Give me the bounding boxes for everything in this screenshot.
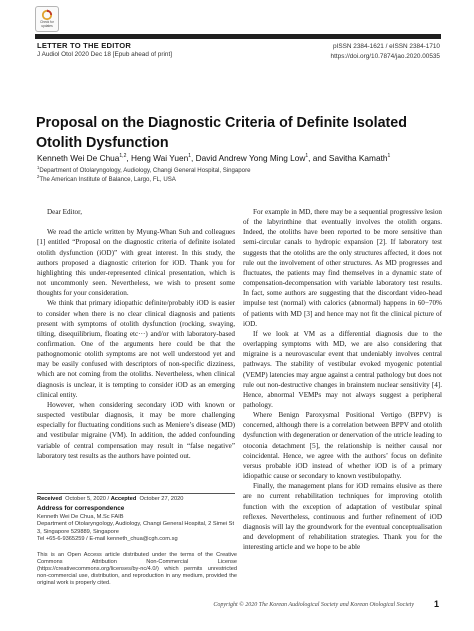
received-label: Received (37, 496, 62, 502)
check-for-updates-badge[interactable] (35, 6, 59, 32)
title-line-2: Otolith Dysfunction (36, 134, 169, 151)
affiliation-text: Department of Otolaryngology, Audiology, Changi General Hospital, Singapore (39, 167, 251, 174)
author-list (37, 153, 447, 163)
accepted-date: October 27, 2020 (139, 496, 184, 502)
article-dates: Received October 5, 2020 / Accepted October 27, 2020 (37, 496, 184, 502)
footnote-divider (37, 493, 235, 494)
issn: pISSN 2384-1621 / eISSN 2384-1710 (333, 43, 440, 50)
badge-label: Check for updates (40, 20, 54, 28)
affiliation-sup: 2 (37, 173, 40, 179)
journal-citation: J Audiol Otol 2020 Dec 18 [Epub ahead of print] (37, 51, 173, 58)
doi-link[interactable]: https://doi.org/10.7874/jao.2020.00535 (330, 53, 440, 60)
salutation: Dear Editor, (47, 208, 83, 216)
affiliation-text: The American Institute of Balance, Largo, FL, USA (39, 176, 176, 183)
author-affil-sup: 1,2 (119, 153, 127, 160)
body-paragraph: If we look at VM as a differential diagnosis due to the overlapping symptoms with MD, we are also considering that migraine is a neurovascular event that undeniably involves central pathways. The stability of vestibular evoked myogenic potential (VEMP) latencies may argue against a central pathology but does not rule out non-destructive changes in brainstem nuclear sensitivity [4]. Hence, abnormal VEMPs may not always suggest a peripheral pathology. (243, 329, 442, 409)
author-name: David Andrew Yong Ming Low (195, 153, 306, 163)
received-date: October 5, 2020 (65, 496, 106, 502)
author-sep: , (126, 153, 131, 163)
author-affil-sup: 1 (188, 153, 191, 160)
body-paragraph: We think that primary idiopathic definite/probably iOD is easier to consider when there is no clear clinical diagnosis and patients present with symptoms of otolith dysfunction (rocking, swaying, tilting, disequilibrium, floating etc···) and/or with laboratory-based confirmation. One of the arguments here could be that the pathognomonic otolith symptoms are not well understood yet and may be easily confused with descriptors of non-specific dizziness, which are not coming from the otoliths. Nevertheless, when clinical diagnosis is unclear, it is tempting to consider iOD as an emerging clinical entity. (37, 299, 235, 399)
left-column (37, 207, 235, 461)
body-paragraph: However, when considering secondary iOD with known or suspected vestibular diagnosis, it may be more challenging especially for fluctuating conditions such as Meniere’s disease (MD) and vestibular migraine (VM). In addition, the added confounding variable of central compensation may result in “false negative” laboratory test results as the authors have pointed out. (37, 400, 235, 460)
corr-name: Kenneth Wei De Chua, M.Sc FAIB (37, 514, 124, 520)
author-name: Heng Wai Yuen (130, 153, 189, 163)
header-rule (35, 34, 441, 39)
right-column (243, 207, 442, 552)
body-paragraph: Finally, the management plans for iOD remains elusive as there are no current rehabilitation techniques for improving otolith function with the exception of adaptation of vestibular spinal reflexes. Nevertheless, continuous and further refinement of iOD diagnosis will lay the groundwork for the eventual conceptualisation and development of rehabilitation strategies. Thank you for the interesting article and we hope to be able (243, 482, 442, 552)
corr-contact: Tel +65-6-9365259 / E-mail kenneth_chua@cgh.com.sg (37, 535, 178, 542)
copyright-notice: Copyright © 2020 The Korean Audiological Society and Korean Otological Society (213, 602, 414, 608)
license-notice: This is an Open Access article distributed under the terms of the Creative Commons Attribution Non-Commercial License (https://creativecommons.org/licenses/by-nc/4.0/) which permits unrestricted non-commercial use, distribution, and reproduction in any medium, provided the original work is properly cited. (37, 552, 237, 587)
affiliation-2 (37, 173, 176, 183)
article-title (36, 114, 436, 153)
body-paragraph: For example in MD, there may be a sequential progressive lesion of the labyrinthine that eventually involves the otolith organs. Indeed, the otoliths have been reported to be more sensitive than semi-circular canals to hydropic expansion [2]. If laboratory test suggests that the otoliths are the only structures affected, it does not rule out the involvement of other structures. As MD progresses and fluctuates, the patients may find themselves in a dynamic state of compensation-decompensation with variable laboratory test results. In fact, some authors are suggesting that the discordant video-head impulse test (normal) with calorics (abnormal) happens in 60−70% of patients with MD [3] and hence may not fit the clinical picture of iOD. (243, 208, 442, 328)
title-line-1: Proposal on the Diagnostic Criteria of Definite Isolated (36, 115, 407, 131)
accepted-label: Accepted (110, 496, 137, 502)
affiliation-sup: 1 (37, 164, 40, 170)
corr-address: Department of Otolaryngology, Audiology, Changi General Hospital, 2 Simei St 3, Singapore 529889, Singapore (37, 521, 235, 535)
author-affil-sup: 1 (387, 153, 391, 160)
correspondence-details (37, 514, 237, 543)
correspondence-heading: Address for correspondence (37, 505, 125, 512)
author-affil-sup: 1 (305, 153, 309, 160)
body-paragraph: Where Benign Paroxysmal Positional Vertigo (BPPV) is concerned, although there is a correlation between BPPV and otolith dysfunction with degeneration or denervation of the utricle leading to otoconia detachment [5], the relationship is neither causal nor coincidental. Hence, we agree with the authors’ focus on definite versus probable iOD instead of whether iOD is of a primary idiopathic cause or secondary to known vestibulopathy. (243, 411, 442, 481)
author-name: Kenneth Wei De Chua (37, 153, 120, 163)
page-number: 1 (433, 599, 439, 609)
author-name: Savitha Kamath (328, 153, 388, 163)
author-sep: , and (308, 153, 329, 163)
affiliation-1 (37, 164, 251, 174)
author-sep: , (190, 153, 196, 163)
article-type: LETTER TO THE EDITOR (37, 41, 132, 50)
body-paragraph: We read the article written by Myung-Whan Suh and colleagues [1] entitled “Proposal on the diagnostic criteria of definite isolated otolith dysfunction (iOD)” with great interest. In this study, the authors proposed a diagnostic criterion for iOD. Thank you for highlighting this under-represented clinical presentation, which is not uncommonly seen. Nevertheless, we wish to present some thoughts for your consideration. (37, 228, 235, 298)
